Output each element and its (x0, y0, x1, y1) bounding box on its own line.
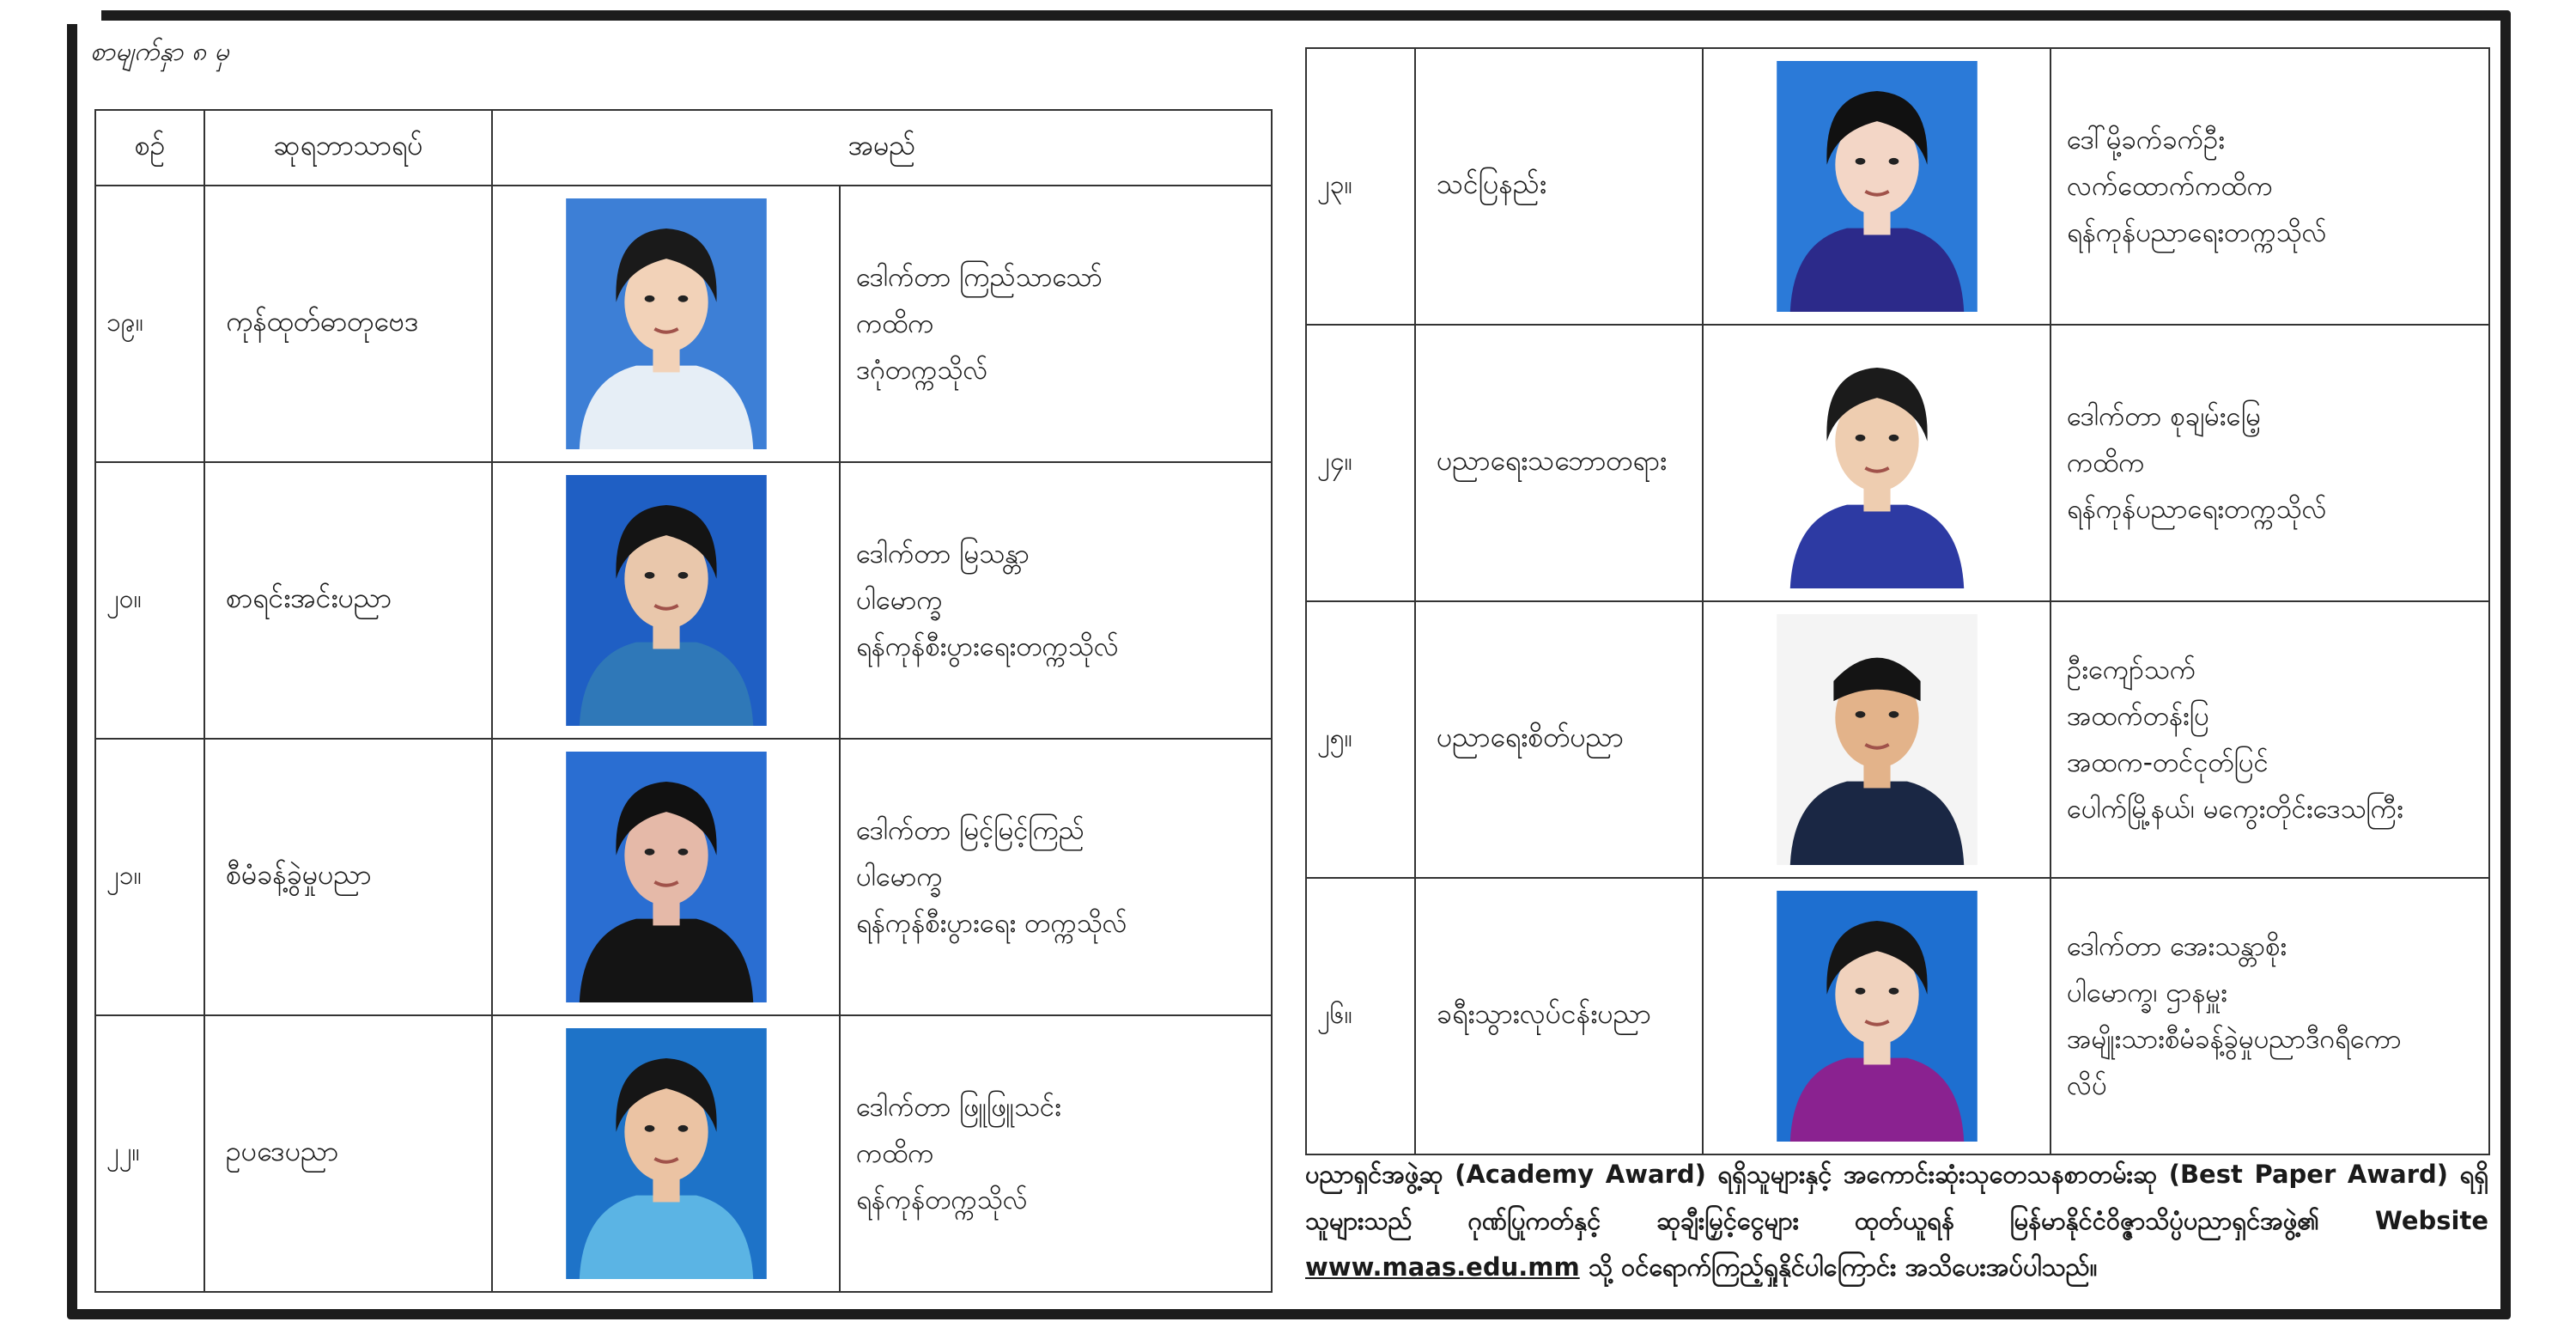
awardee-info-line: ဒဂုံတက္ကသိုလ် (856, 355, 988, 386)
row-subject: ပညာရေးသဘောတရား (1415, 325, 1703, 601)
footer-notice (1305, 1151, 2488, 1290)
header-subject: ဆုရဘာသာရပ် (204, 110, 492, 186)
portrait-photo (563, 475, 769, 726)
table-row (95, 462, 1272, 739)
row-number: ၂၄။ (1306, 325, 1415, 601)
awardee-info-line: ဒေါက်တာ စုချမ်းမြေ့ (2067, 401, 2261, 432)
awardee-info (840, 186, 1272, 462)
awardee-info-line: ဒေါက်တာ ဖြူဖြူသင်း (856, 1092, 1061, 1123)
row-subject: စီမံခန့်ခွဲမှုပညာ (204, 739, 492, 1015)
row-subject: စာရင်းအင်းပညာ (204, 462, 492, 739)
photo-cell (1703, 48, 2050, 325)
photo-cell (492, 1015, 840, 1292)
awardee-info-line: ရန်ကုန်တက္ကသိုလ် (856, 1185, 1028, 1215)
table-row (1306, 601, 2489, 878)
header-name: အမည် (492, 110, 1272, 186)
row-number: ၂၃။ (1306, 48, 1415, 325)
awardee-info-line: ဒေါက်တာ မြင့်မြင့်ကြည် (856, 815, 1084, 846)
table-row (95, 1015, 1272, 1292)
awardee-info-line: အထက်တန်းပြ (2067, 701, 2209, 732)
footer-text: ပညာရှင်အဖွဲ့ဆု (Academy Award) ရရှိသူများနှင့် အကောင်းဆုံးသုတေသနစာတမ်းဆု (Best Paper Award) ရရှိသူများသည် ဂုဏ်ပြုကတ်နှင့် ဆုချီးမြှင့်ငွေများ ထုတ်ယူရန် မြန်မာနိုင်ငံဝိဇ္ဇာသိပ္ပံပညာရှင်အဖွဲ့၏ Website (1305, 1160, 2488, 1235)
awardee-info-line: ဦးကျော်သက် (2067, 655, 2196, 685)
row-subject: ပညာရေးစိတ်ပညာ (1415, 601, 1703, 878)
photo-cell (1703, 601, 2050, 878)
awardee-info-line: လိပ် (2067, 1070, 2107, 1101)
portrait-photo (1774, 338, 1980, 588)
table-row (1306, 325, 2489, 601)
awardee-info-line: ဒေါက်တာ မြသန္တာ (856, 539, 1030, 570)
row-number: ၂၅။ (1306, 601, 1415, 878)
photo-cell (1703, 325, 2050, 601)
awardee-info-line: ကထိက (2067, 448, 2145, 478)
awardee-info-line: ဒေါ်မို့ခက်ခက်ဦး (2067, 125, 2226, 155)
awardee-info-line: ပေါက်မြို့နယ်၊ မကွေးတိုင်းဒေသကြီး (2067, 794, 2403, 825)
awardee-info-line: ရန်ကုန်စီးပွားရေးတက္ကသိုလ် (856, 631, 1119, 662)
awardee-info-line: ဒေါက်တာ ကြည်သာသော် (856, 262, 1103, 293)
awardee-info-line: ပါမောက္ခ၊ ဌာနမှူး (2067, 978, 2227, 1008)
row-subject: ခရီးသွားလုပ်ငန်းပညာ (1415, 878, 1703, 1154)
awardee-info-line: လက်ထောက်ကထိက (2067, 171, 2273, 202)
awardee-info (840, 1015, 1272, 1292)
photo-cell (492, 186, 840, 462)
portrait-photo (563, 752, 769, 1002)
row-number: ၂၁။ (95, 739, 204, 1015)
awardee-info (2050, 601, 2489, 878)
portrait-photo (1774, 891, 1980, 1142)
awardee-info-line: ကထိက (856, 308, 934, 339)
left-awards-table (94, 109, 1273, 1293)
table-row (95, 186, 1272, 462)
awardee-info-line: ပါမောက္ခ (856, 585, 943, 616)
footer-tail: သို့ ဝင်ရောက်ကြည့်ရှုနိုင်ပါကြောင်း အသိပေးအပ်ပါသည်။ (1588, 1252, 2098, 1282)
portrait-photo (1774, 614, 1980, 865)
table-row (95, 739, 1272, 1015)
row-subject: ကုန်ထုတ်ဓာတုဗေဒ (204, 186, 492, 462)
frame-gap (67, 7, 101, 24)
awardee-info (2050, 878, 2489, 1154)
table-row (1306, 48, 2489, 325)
awardee-info (2050, 325, 2489, 601)
table-header-row (95, 110, 1272, 186)
portrait-photo (563, 1028, 769, 1279)
website-link[interactable]: www.maas.edu.mm (1305, 1252, 1580, 1282)
row-subject: ဥပဒေပညာ (204, 1015, 492, 1292)
awardee-info-line: ပါမောက္ခ (856, 862, 943, 892)
awardee-info-line: ဒေါက်တာ အေးသန္တာစိုး (2067, 931, 2287, 962)
row-number: ၁၉။ (95, 186, 204, 462)
photo-cell (1703, 878, 2050, 1154)
awardee-info (840, 462, 1272, 739)
portrait-photo (1774, 61, 1980, 312)
awardee-info-line: ရန်ကုန်ပညာရေးတက္ကသိုလ် (2067, 494, 2327, 525)
page-label: စာမျက်နှာ ၈ မှ (90, 37, 229, 67)
awardee-info-line: အထက-တင်ငုတ်ပြင် (2067, 747, 2269, 778)
awardee-info-line: အမျိုးသားစီမံခန့်ခွဲမှုပညာဒီဂရီကော (2067, 1024, 2402, 1055)
awardee-info-line: ကထိက (856, 1138, 934, 1169)
table-row (1306, 878, 2489, 1154)
portrait-photo (563, 198, 769, 449)
awardee-info-line: ရန်ကုန်စီးပွားရေး တက္ကသိုလ် (856, 908, 1127, 939)
right-awards-table (1305, 47, 2490, 1155)
row-number: ၂၂။ (95, 1015, 204, 1292)
awardee-info-line: ရန်ကုန်ပညာရေးတက္ကသိုလ် (2067, 217, 2327, 248)
row-number: ၂၆။ (1306, 878, 1415, 1154)
header-number: စဉ် (95, 110, 204, 186)
photo-cell (492, 739, 840, 1015)
awardee-info (840, 739, 1272, 1015)
row-number: ၂၀။ (95, 462, 204, 739)
photo-cell (492, 462, 840, 739)
row-subject: သင်ပြနည်း (1415, 48, 1703, 325)
awardee-info (2050, 48, 2489, 325)
